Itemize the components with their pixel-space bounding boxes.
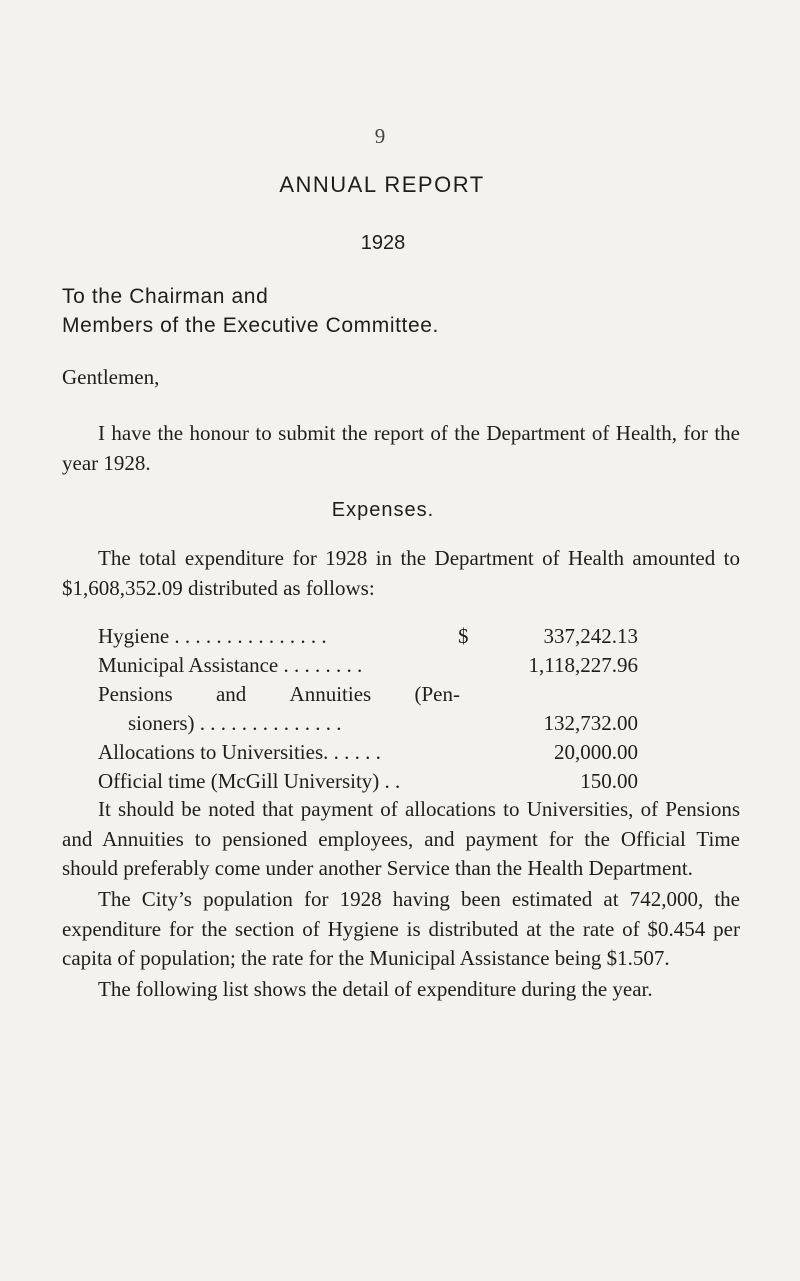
expense-label: Official time (McGill University) . .: [98, 769, 401, 793]
note-paragraph: It should be noted that payment of allocations to Universities, of Pensions and Annuities to pensioned employees, and payment for the Official Time should preferably come under another Service than the Health Department.: [62, 797, 740, 880]
report-year: 1928: [360, 232, 406, 254]
label-word: Pensions: [98, 682, 173, 706]
expense-row-municipal-assistance: [98, 651, 638, 680]
expense-row-hygiene: [98, 622, 638, 651]
label-word: Annuities: [289, 682, 372, 706]
expense-label: Allocations to Universities. . . . . .: [98, 740, 381, 764]
label-word: and: [215, 682, 247, 706]
intro-paragraph: I have the honour to submit the report of the Department of Health, for the year 1928.: [62, 421, 740, 475]
total-expenditure-paragraph: The total expenditure for 1928 in the Department of Health amounted to $1,608,352.09 distributed as follows:: [62, 546, 740, 600]
expense-row-official-time: [98, 767, 638, 796]
report-title: ANNUAL REPORT: [279, 172, 485, 197]
expense-table: [98, 622, 638, 796]
expense-amount: 132,732.00: [543, 711, 638, 735]
currency-symbol: $: [458, 624, 469, 648]
addressee-line-1: To the Chairman and: [62, 285, 269, 308]
following-paragraph: The following list shows the detail of expenditure during the year.: [98, 977, 653, 1001]
expense-row-universities: [98, 738, 638, 767]
expense-label-line-2: sioners) . . . . . . . . . . . . . .: [128, 711, 342, 735]
salutation: Gentlemen,: [62, 365, 160, 389]
expense-amount: 337,242.13: [543, 624, 638, 648]
addressee-line-2: Members of the Executive Committee.: [62, 314, 439, 337]
label-word: (Pen-: [414, 682, 460, 706]
page-number: 9: [374, 124, 386, 148]
expense-label: Municipal Assistance . . . . . . . .: [98, 653, 363, 677]
expense-label-line-1: [98, 680, 460, 709]
section-title-expenses: Expenses.: [331, 499, 435, 521]
expense-label: Hygiene . . . . . . . . . . . . . . .: [98, 624, 327, 648]
expense-amount: 150.00: [580, 769, 638, 793]
population-paragraph: The City’s population for 1928 having been estimated at 742,000, the expenditure for the section of Hygiene is distributed at the rate of $0.454 per capita of population; the rate for the Municipal Assistance being $1.507.: [62, 887, 740, 970]
expense-amount: 1,118,227.96: [528, 653, 638, 677]
expense-amount: 20,000.00: [554, 740, 638, 764]
expense-row-pensions: [98, 680, 638, 738]
